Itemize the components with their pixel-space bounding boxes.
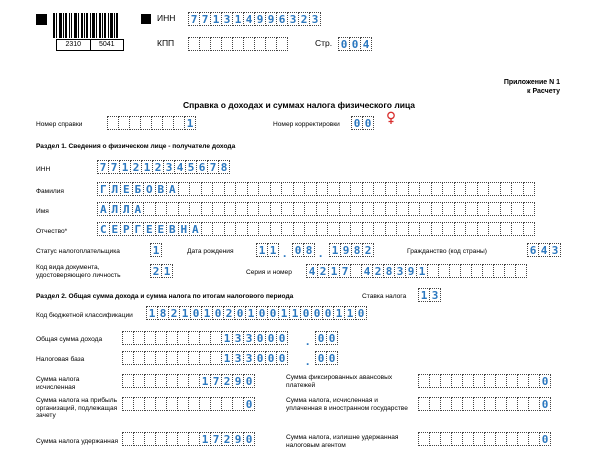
withheld-cells [122,432,254,446]
char-cell[interactable]: 8 [351,243,363,257]
surname-cells [97,182,534,196]
char-cell[interactable]: 1 [146,306,158,320]
kpp-label: КПП [157,38,175,48]
char-cell[interactable]: 3 [309,12,321,26]
income-int-cells [122,331,287,345]
char-cell[interactable]: 0 [243,397,255,411]
char-cell[interactable]: 2 [298,12,310,26]
char-cell[interactable]: 0 [267,306,279,320]
foreign-tax-label: Сумма налога, исчисленная и уплаченная в иностранном государстве [286,397,408,412]
person-inn-cells [97,160,229,174]
char-cell[interactable]: 4 [174,160,186,174]
base-decimal-dot: . [306,354,310,368]
char-cell[interactable]: Г [97,182,110,196]
citizenship-label: Гражданство (код страны) [407,248,487,255]
patronymic-cells [97,222,534,236]
name-cells [97,202,534,216]
income-decimal-dot: . [306,334,310,348]
date-dot-2: . [319,246,323,260]
base-label: Налоговая база [36,356,85,363]
char-cell[interactable]: 0 [338,37,350,51]
char-cell[interactable]: 6 [276,12,288,26]
char-cell[interactable]: 1 [141,160,153,174]
char-cell[interactable]: 0 [292,243,304,257]
profit-tax-cells [122,397,254,411]
name-label: Имя [36,208,49,215]
char-cell[interactable]: 4 [243,12,255,26]
char-cell[interactable]: 3 [232,351,244,365]
char-cell[interactable]: 9 [232,374,244,388]
char-cell[interactable]: 9 [340,243,352,257]
char-cell[interactable]: 1 [278,306,290,320]
char-cell[interactable]: 8 [218,160,230,174]
char-cell[interactable]: 1 [199,432,211,446]
char-cell[interactable]: 0 [234,306,246,320]
char-cell[interactable]: 0 [265,331,277,345]
char-cell[interactable] [523,202,536,216]
char-cell[interactable]: 0 [265,351,277,365]
char-cell[interactable]: Н [178,222,191,236]
char-cell[interactable]: 0 [254,351,266,365]
char-cell[interactable]: 1 [256,243,268,257]
char-cell[interactable]: 0 [276,331,288,345]
char-cell[interactable]: 5 [185,160,197,174]
char-cell[interactable]: 0 [351,116,363,130]
char-cell[interactable]: 7 [199,12,211,26]
char-cell[interactable]: 1 [328,264,340,278]
char-cell[interactable]: 3 [394,264,406,278]
barcode-number-1: 2310 [57,40,91,50]
char-cell[interactable]: В [166,222,179,236]
char-cell[interactable] [523,182,536,196]
fixed-advance-cells [418,374,550,388]
char-cell[interactable]: 4 [306,264,318,278]
char-cell[interactable]: 1 [333,306,345,320]
char-cell[interactable] [523,222,536,236]
char-cell[interactable]: А [132,202,145,216]
char-cell[interactable]: 1 [232,12,244,26]
char-cell[interactable]: 3 [221,12,233,26]
char-cell[interactable]: 2 [150,264,162,278]
char-cell[interactable]: 7 [108,160,120,174]
char-cell[interactable]: 0 [190,306,202,320]
barcode [53,13,123,38]
char-cell[interactable]: 1 [329,243,341,257]
withheld-label: Сумма налога удержанная [36,438,119,445]
char-cell[interactable]: 1 [119,160,131,174]
kbk-cells [146,306,366,320]
rate-label: Ставка налога [362,293,407,300]
base-dec-cells [315,351,337,365]
char-cell[interactable]: 2 [130,160,142,174]
female-symbol-icon [385,111,397,125]
char-cell[interactable]: 1 [418,288,430,302]
char-cell[interactable]: 0 [276,351,288,365]
char-cell[interactable]: 0 [243,374,255,388]
char-cell[interactable]: 1 [416,264,428,278]
char-cell[interactable]: 2 [152,160,164,174]
char-cell[interactable]: 3 [549,243,561,257]
char-cell[interactable]: 0 [243,432,255,446]
section1-title: Раздел 1. Сведения о физическом лице - получателе дохода [36,143,236,150]
char-cell[interactable]: 1 [179,306,191,320]
char-cell[interactable]: 8 [383,264,395,278]
date-dot-1: . [283,246,287,260]
char-cell[interactable]: 0 [362,116,374,130]
person-inn-label: ИНН [36,166,51,173]
char-cell[interactable]: 3 [243,331,255,345]
char-cell[interactable]: 0 [315,331,327,345]
char-cell[interactable]: 7 [210,432,222,446]
income-dec-cells [315,331,337,345]
char-cell[interactable]: Е [120,182,133,196]
char-cell[interactable]: А [97,202,110,216]
char-cell[interactable]: 2 [223,306,235,320]
char-cell[interactable]: 2 [168,306,180,320]
char-cell[interactable]: 1 [184,116,196,130]
char-cell[interactable]: 0 [539,374,551,388]
rate-cells [418,288,440,302]
doctype-cells [150,264,172,278]
char-cell[interactable]: 7 [188,12,200,26]
char-cell[interactable] [515,264,527,278]
series-cells [306,264,526,278]
inn-label: ИНН [157,13,176,23]
char-cell[interactable]: 0 [315,351,327,365]
birth-month-cells [292,243,314,257]
char-cell[interactable]: 4 [361,264,373,278]
char-cell[interactable]: 2 [221,374,233,388]
char-cell[interactable]: 3 [163,160,175,174]
char-cell[interactable]: 7 [207,160,219,174]
char-cell[interactable]: 7 [339,264,351,278]
cert-number-cells [107,116,195,130]
tax-calc-label: Сумма налога исчисленная [36,376,80,391]
base-int-cells [122,351,287,365]
char-cell[interactable]: 1 [161,264,173,278]
char-cell[interactable] [276,37,288,51]
corner-marker-right [141,14,151,24]
char-cell[interactable]: 3 [429,288,441,302]
char-cell[interactable]: 1 [201,306,213,320]
char-cell[interactable]: 3 [243,351,255,365]
char-cell[interactable]: 4 [360,37,372,51]
char-cell[interactable]: 0 [212,306,224,320]
fixed-advance-label: Сумма фиксированных авансовых платежей [286,374,393,389]
char-cell[interactable]: 1 [221,331,233,345]
surname-label: Фамилия [36,188,64,195]
excess-cells [418,432,550,446]
birthdate-label: Дата рождения [187,248,234,255]
char-cell[interactable]: 2 [317,264,329,278]
correction-number-label: Номер корректировки [273,121,340,128]
corner-marker-left [36,14,47,25]
header-kpp-cells [188,37,287,51]
char-cell[interactable]: 9 [265,12,277,26]
header-inn-cells [188,12,320,26]
cert-number-label: Номер справки [36,121,83,128]
char-cell[interactable]: 0 [326,331,338,345]
char-cell[interactable]: Л [109,202,122,216]
tax-calc-cells [122,374,254,388]
char-cell[interactable]: Е [143,222,156,236]
char-cell[interactable]: 3 [287,12,299,26]
char-cell[interactable]: 6 [527,243,539,257]
char-cell[interactable]: 0 [539,397,551,411]
page-number-cells [338,37,371,51]
char-cell[interactable]: 2 [372,264,384,278]
excess-label: Сумма налога, излишне удержанная налоговым агентом [286,434,399,449]
char-cell[interactable]: 1 [150,243,162,257]
appendix-line-1: Приложение N 1 [503,79,560,86]
char-cell[interactable]: 1 [289,306,301,320]
char-cell[interactable]: 3 [232,331,244,345]
char-cell[interactable]: 8 [157,306,169,320]
char-cell[interactable]: 0 [311,306,323,320]
char-cell[interactable]: Р [120,222,133,236]
char-cell[interactable]: О [143,182,156,196]
foreign-tax-cells [418,397,550,411]
char-cell[interactable]: 9 [254,12,266,26]
char-cell[interactable]: 1 [344,306,356,320]
page-label: Стр. [315,38,333,48]
correction-number-cells [351,116,373,130]
char-cell[interactable]: 0 [326,351,338,365]
char-cell[interactable]: С [97,222,110,236]
char-cell[interactable]: 9 [232,432,244,446]
char-cell[interactable]: 0 [355,306,367,320]
barcode-number-2: 5041 [98,41,115,48]
char-cell[interactable]: А [189,222,202,236]
char-cell[interactable]: 2 [221,432,233,446]
char-cell[interactable]: 0 [300,306,312,320]
char-cell[interactable]: 1 [199,374,211,388]
kbk-label: Код бюджетной классификации [36,312,133,319]
form-title: Справка о доходах и суммах налога физического лица [182,100,416,110]
status-cells [150,243,161,257]
char-cell[interactable]: 4 [538,243,550,257]
char-cell[interactable]: 0 [322,306,334,320]
char-cell[interactable]: Л [109,182,122,196]
barcode-number-box [56,39,124,51]
char-cell[interactable]: 2 [362,243,374,257]
char-cell[interactable]: А [166,182,179,196]
char-cell[interactable]: В [155,182,168,196]
char-cell[interactable]: 1 [221,351,233,365]
char-cell[interactable]: 8 [303,243,315,257]
doctype-label: Код вида документа, удостоверяющего личность [36,264,121,279]
profit-tax-label: Сумма налога на прибыль организаций, подлежащая зачету [36,397,118,420]
series-label: Серия и номер [246,269,292,276]
income-label: Общая сумма дохода [36,336,103,343]
patronymic-label: Отчество* [36,228,68,235]
char-cell[interactable]: 6 [196,160,208,174]
status-label: Статус налогоплательщика [36,248,120,255]
appendix-line-2: к Расчету [527,88,560,95]
char-cell[interactable]: 7 [97,160,109,174]
char-cell[interactable]: 0 [539,432,551,446]
char-cell[interactable]: 9 [405,264,417,278]
citizenship-cells [527,243,560,257]
char-cell[interactable]: 1 [210,12,222,26]
char-cell[interactable]: Б [132,182,145,196]
char-cell[interactable]: 1 [267,243,279,257]
char-cell[interactable]: 0 [349,37,361,51]
char-cell[interactable]: Г [132,222,145,236]
birth-year-cells [329,243,373,257]
char-cell[interactable]: 7 [210,374,222,388]
char-cell[interactable]: 0 [254,331,266,345]
char-cell[interactable]: Л [120,202,133,216]
char-cell[interactable]: Е [155,222,168,236]
section2-title: Раздел 2. Общая сумма дохода и сумма налога по итогам налогового периода [36,293,294,300]
char-cell[interactable]: 0 [256,306,268,320]
char-cell[interactable]: 1 [245,306,257,320]
birth-day-cells [256,243,278,257]
char-cell[interactable]: Е [109,222,122,236]
